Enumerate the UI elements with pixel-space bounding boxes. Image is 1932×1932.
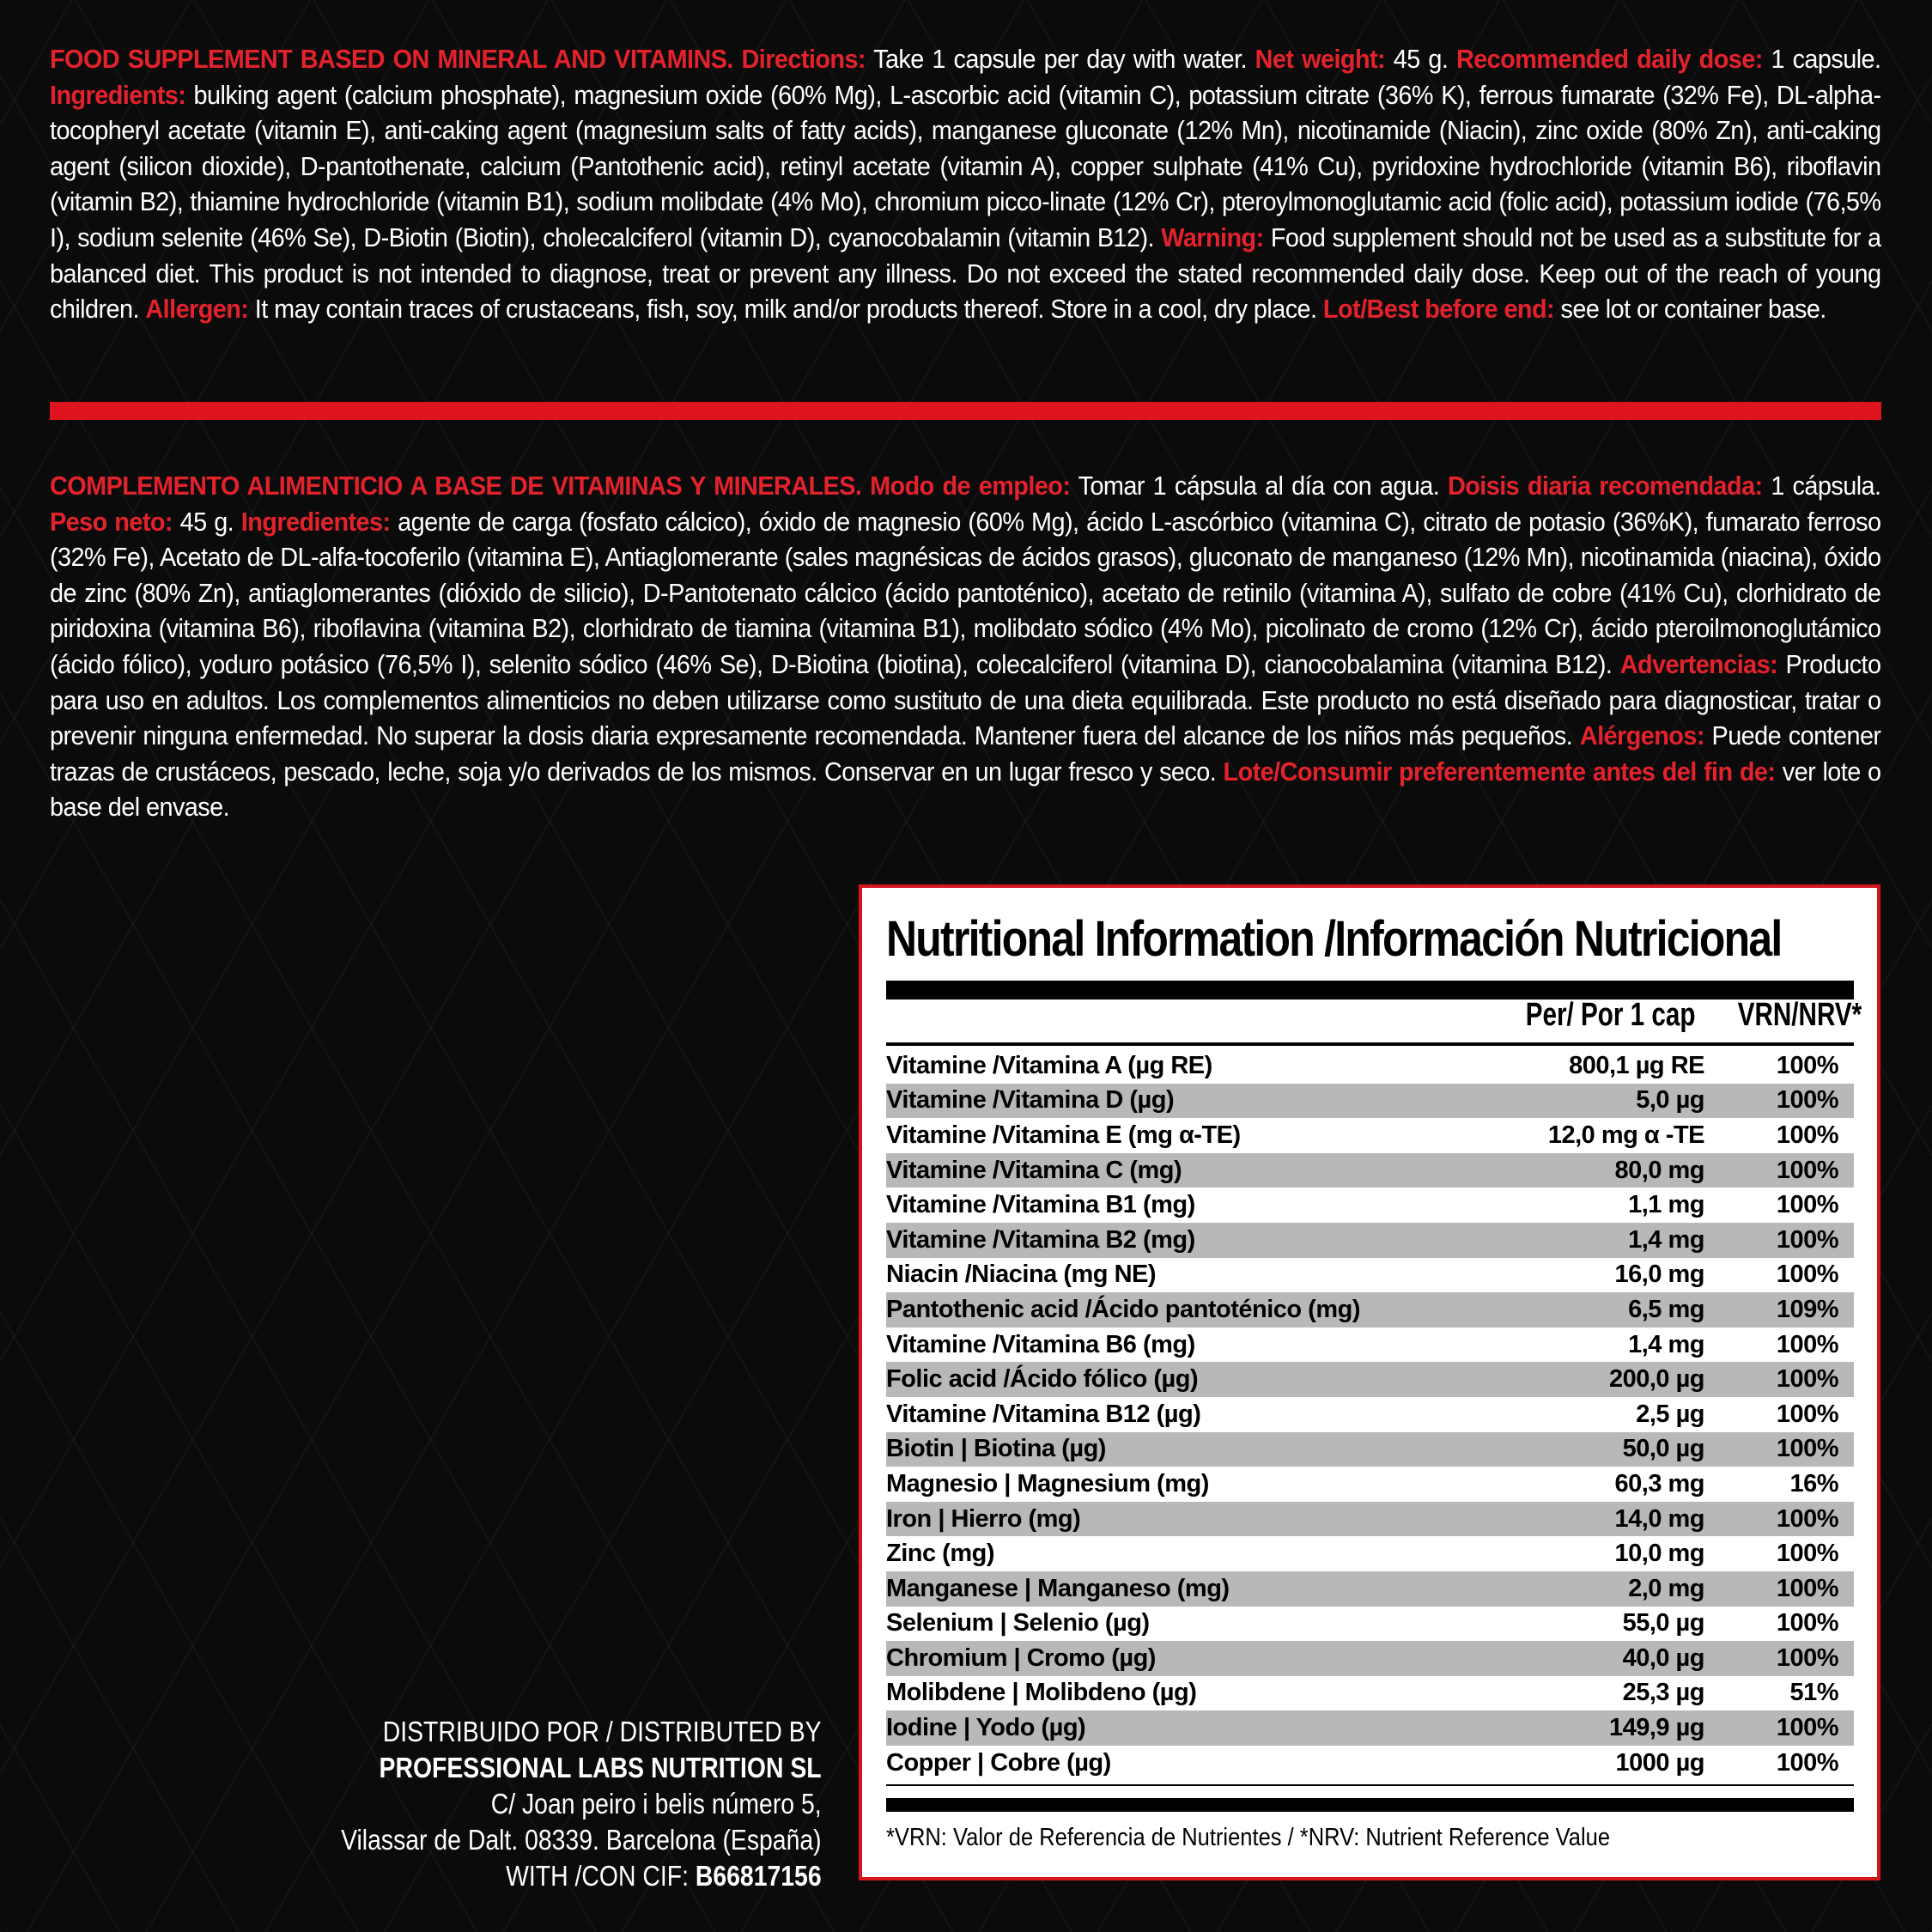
body-text: 1 cápsula.: [1762, 471, 1881, 501]
nrv-footnote: *VRN: Valor de Referencia de Nutrientes / *NRV: Nutrient Reference Value: [886, 1824, 1611, 1851]
nutrient-name: Vitamine /Vitamina B1 (mg): [886, 1191, 1195, 1219]
nutrient-nrv: 100%: [1776, 1714, 1838, 1742]
nutrient-name: Selenium | Selenio (µg): [886, 1609, 1150, 1637]
table-row: [886, 1571, 1854, 1607]
body-text: bulking agent (calcium phosphate), magnesium oxide (60% Mg), L-ascorbic acid (vitamin C), potassium citrate (36% K), ferrous fumarate (32% Fe), DL-alpha-tocopheryl acetate (vitamin E), anti-caking agent (magnesium salts of fatty acids), manganese gluconate (12% Mn), nicotinamide (Niacin), zinc oxide (80% Zn), anti-caking agent (silicon dioxide), D-pantothenate, calcium (Pantothenic acid), retinyl acetate (vitamin A), copper sulphate (41% Cu), pyridoxine hydrochloride (vitamin B6), riboflavin (vitamin B2), thiamine hydrochloride (vitamin B1), sodium molibdate (4% Mo), chromium picco-linate (12% Cr), pteroylmonoglutamic acid (folic acid), potassium iodide (76,5% I), sodium selenite (46% Se), D-Biotin (Biotin), cholecalciferol (vitamin D), cyanocobalamin (vitamin B12).: [50, 79, 1881, 252]
table-row: [886, 1641, 1854, 1676]
table-row: [886, 1223, 1854, 1258]
nutrient-name: Niacin /Niacina (mg NE): [886, 1261, 1157, 1289]
table-row: [886, 1292, 1854, 1327]
section-heading: Doisis diaria recomendada:: [1447, 471, 1763, 501]
table-row: [886, 1258, 1854, 1293]
nutrient-nrv: 100%: [1776, 1156, 1838, 1184]
distributor-cif: [341, 1858, 822, 1894]
nutrient-name: Copper | Cobre (µg): [886, 1748, 1111, 1777]
table-row: [886, 1048, 1854, 1084]
nutrient-amount: 10,0 mg: [1614, 1540, 1704, 1568]
bottom-thin-rule: [886, 1784, 1854, 1786]
cif-value: B66817156: [696, 1860, 822, 1892]
cif-label: WITH /CON CIF:: [506, 1860, 696, 1892]
nutrient-nrv: 100%: [1776, 1400, 1838, 1428]
nutrient-name: Vitamine /Vitamina B12 (µg): [886, 1400, 1201, 1428]
section-heading: Allergen:: [145, 294, 249, 325]
nutrient-nrv: 100%: [1776, 1225, 1838, 1254]
distributor-address-1: C/ Joan peiro i belis número 5,: [491, 1788, 822, 1820]
nutrient-nrv: 100%: [1776, 1365, 1838, 1394]
nutrient-name: Vitamine /Vitamina A (µg RE): [886, 1051, 1212, 1079]
body-text: Food supplement should not be used as a substitute for a balanced diet. This product is not intended to diagnose, treat or prevent any illness. Do not exceed the stated recommended daily dose. Keep out of the reach of young children.: [50, 222, 1881, 325]
nutrient-amount: 5,0 µg: [1636, 1086, 1704, 1115]
section-heading: Warning:: [1161, 222, 1264, 252]
body-text: agente de carga (fosfato cálcico), óxido de magnesio (60% Mg), ácido L-ascórbico (vitamina C), citrato de potasio (36%K), fumarato ferroso (32% Fe), Acetato de DL-alfa-tocoferilo (vitamina E), Antiaglomerante (sales magnésicas de ácidos grasos), gluconato de manganeso (12% Mn), nicotinamida (niacina), óxido de zinc (80% Zn), antiaglomerantes (dióxido de silicio), D-Pantotenato cálcico (ácido pantoténico), acetato de retinilo (vitamina A), sulfato de cobre (41% Cu), clorhidrato de piridoxina (vitamina B6), riboflavina (vitamina B2), clorhidrato de tiamina (vitamina B1), molibdato sódico (4% Mo), picolinato de cromo (12% Cr), ácido pteroilmonoglutámico (ácido fólico), yoduro potásico (76,5% I), selenito sódico (46% Se), D-Biotina (biotina), colecalciferol (vitamina D), cianocobalamina (vitamina B12).: [50, 506, 1881, 679]
section-heading: Peso neto:: [50, 506, 173, 537]
table-row: [886, 1432, 1854, 1467]
nutrient-nrv: 100%: [1776, 1574, 1838, 1602]
section-heading: COMPLEMENTO ALIMENTICIO A BASE DE VITAMINAS Y MINERALES. Modo de empleo:: [50, 471, 1071, 501]
table-row: [886, 1153, 1854, 1188]
nutrient-amount: 2,5 µg: [1636, 1400, 1704, 1428]
nutrient-amount: 40,0 µg: [1622, 1643, 1704, 1672]
nutrient-nrv: 100%: [1776, 1051, 1838, 1079]
distributor-company: PROFESSIONAL LABS NUTRITION SL: [379, 1752, 822, 1783]
english-label-text: [50, 41, 1880, 327]
nutrient-amount: 14,0 mg: [1614, 1504, 1704, 1533]
col-amount-header: Per/ Por 1 cap: [1525, 997, 1695, 1033]
nutrient-amount: 6,5 mg: [1628, 1295, 1704, 1323]
table-row: [886, 1502, 1854, 1537]
nutrient-name: Vitamine /Vitamina E (mg α-TE): [886, 1121, 1241, 1149]
section-heading: Advertencias:: [1619, 648, 1778, 679]
nutrient-name: Chromium | Cromo (µg): [886, 1643, 1156, 1672]
body-text: Producto para uso en adultos. Los complementos alimenticios no deben utilizarse como sustituto de una dieta equilibrada. Este producto no está diseñado para diagnosticar, tratar o prevenir ninguna enfermedad. No superar la dosis diaria expresamente recomendada. Mantener fuera del alcance de los niños más pequeños.: [50, 648, 1881, 751]
table-row: [886, 1710, 1854, 1746]
section-heading: Ingredientes:: [240, 506, 391, 537]
body-text: 45 g.: [1385, 44, 1456, 74]
nutrient-name: Magnesio | Magnesium (mg): [886, 1469, 1209, 1498]
bottom-rule: [886, 1798, 1854, 1812]
nutrient-nrv: 16%: [1789, 1469, 1838, 1498]
table-row: [886, 1084, 1854, 1119]
nutrient-amount: 1000 µg: [1615, 1748, 1704, 1777]
body-text: Puede contener trazas de crustáceos, pescado, leche, soja y/o derivados de los mismos. Conservar en un lugar fresco y seco.: [50, 720, 1881, 787]
nutrient-nrv: 100%: [1776, 1609, 1838, 1637]
body-text: ver lote o base del envase.: [50, 756, 1881, 823]
body-text: Take 1 capsule per day with water.: [865, 44, 1255, 74]
body-text: 1 capsule.: [1762, 44, 1881, 74]
header-rule: [886, 1042, 1854, 1046]
nutrient-nrv: 100%: [1776, 1191, 1838, 1219]
nutrient-name: Vitamine /Vitamina D (µg): [886, 1086, 1175, 1115]
nutrition-title: Nutritional Information /Información Nutricional: [886, 911, 1782, 967]
nutrient-name: Vitamine /Vitamina B2 (mg): [886, 1225, 1195, 1254]
table-row: [886, 1397, 1854, 1432]
table-row: [886, 1188, 1854, 1223]
nutrient-name: Molibdene | Molibdeno (µg): [886, 1679, 1197, 1707]
nutrient-amount: 50,0 µg: [1622, 1435, 1704, 1463]
nutrient-nrv: 100%: [1776, 1643, 1838, 1672]
nutrient-nrv: 100%: [1776, 1121, 1838, 1149]
table-row: [886, 1746, 1854, 1781]
nutrient-name: Manganese | Manganeso (mg): [886, 1574, 1230, 1602]
nutrient-nrv: 100%: [1776, 1330, 1838, 1358]
col-nrv-header: VRN/NRV*: [1737, 997, 1862, 1033]
nutrient-nrv: 100%: [1776, 1540, 1838, 1568]
nutrient-amount: 16,0 mg: [1614, 1261, 1704, 1289]
table-row: [886, 1607, 1854, 1642]
nutrient-nrv: 100%: [1776, 1435, 1838, 1463]
nutrient-amount: 25,3 µg: [1622, 1679, 1704, 1707]
nutrition-table: [886, 1048, 1854, 1780]
nutrient-nrv: 100%: [1776, 1748, 1838, 1777]
nutrient-amount: 1,4 mg: [1628, 1330, 1704, 1358]
nutrient-amount: 1,1 mg: [1628, 1191, 1704, 1219]
section-heading: Recommended daily dose:: [1455, 44, 1763, 74]
section-heading: Lote/Consumir preferentemente antes del fin de:: [1223, 756, 1776, 787]
nutrition-panel: [859, 884, 1880, 1880]
nutrient-amount: 12,0 mg α -TE: [1547, 1121, 1704, 1149]
nutrient-name: Pantothenic acid /Ácido pantoténico (mg): [886, 1295, 1360, 1323]
nutrient-name: Vitamine /Vitamina B6 (mg): [886, 1330, 1195, 1358]
nutrient-nrv: 100%: [1776, 1086, 1838, 1115]
nutrient-nrv: 51%: [1789, 1679, 1838, 1707]
nutrient-name: Zinc (mg): [886, 1540, 994, 1568]
body-text: see lot or container base.: [1554, 294, 1826, 325]
title-rule: [886, 981, 1854, 999]
table-row: [886, 1676, 1854, 1711]
nutrient-amount: 60,3 mg: [1614, 1469, 1704, 1498]
table-row: [886, 1467, 1854, 1502]
body-text: It may contain traces of crustaceans, fish, soy, milk and/or products thereof. Store in a cool, dry place.: [248, 294, 1323, 325]
nutrient-name: Vitamine /Vitamina C (mg): [886, 1156, 1182, 1184]
section-heading: Net weight:: [1255, 44, 1386, 74]
red-divider: [50, 402, 1881, 420]
nutrient-amount: 80,0 mg: [1614, 1156, 1704, 1184]
nutrient-amount: 1,4 mg: [1628, 1225, 1704, 1254]
nutrient-amount: 149,9 µg: [1608, 1714, 1704, 1742]
nutrient-name: Iodine | Yodo (µg): [886, 1714, 1086, 1742]
table-row: [886, 1536, 1854, 1571]
table-row: [886, 1118, 1854, 1153]
section-heading: Alérgenos:: [1579, 720, 1704, 751]
table-row: [886, 1327, 1854, 1363]
nutrient-amount: 800,1 µg RE: [1569, 1051, 1704, 1079]
nutrient-nrv: 100%: [1776, 1261, 1838, 1289]
section-heading: Lot/Best before end:: [1322, 294, 1555, 325]
distributor-heading: DISTRIBUIDO POR / DISTRIBUTED BY: [383, 1716, 822, 1747]
nutrient-amount: 2,0 mg: [1628, 1574, 1704, 1602]
nutrient-name: Iron | Hierro (mg): [886, 1504, 1081, 1533]
nutrient-amount: 200,0 µg: [1608, 1365, 1704, 1394]
section-heading: Ingredients:: [50, 79, 186, 110]
nutrient-name: Folic acid /Ácido fólico (µg): [886, 1365, 1199, 1394]
nutrient-nrv: 100%: [1776, 1504, 1838, 1533]
distributor-info: [263, 1714, 822, 1894]
body-text: Tomar 1 cápsula al día con agua.: [1070, 471, 1448, 501]
distributor-address-2: Vilassar de Dalt. 08339. Barcelona (España): [341, 1824, 822, 1856]
nutrient-amount: 55,0 µg: [1622, 1609, 1704, 1637]
nutrient-name: Biotin | Biotina (µg): [886, 1435, 1106, 1463]
table-row: [886, 1362, 1854, 1397]
nutrient-nrv: 109%: [1776, 1295, 1838, 1323]
body-text: 45 g.: [172, 506, 241, 537]
spanish-label-text: [50, 468, 1880, 825]
section-heading: FOOD SUPPLEMENT BASED ON MINERAL AND VITAMINS. Directions:: [50, 44, 866, 74]
